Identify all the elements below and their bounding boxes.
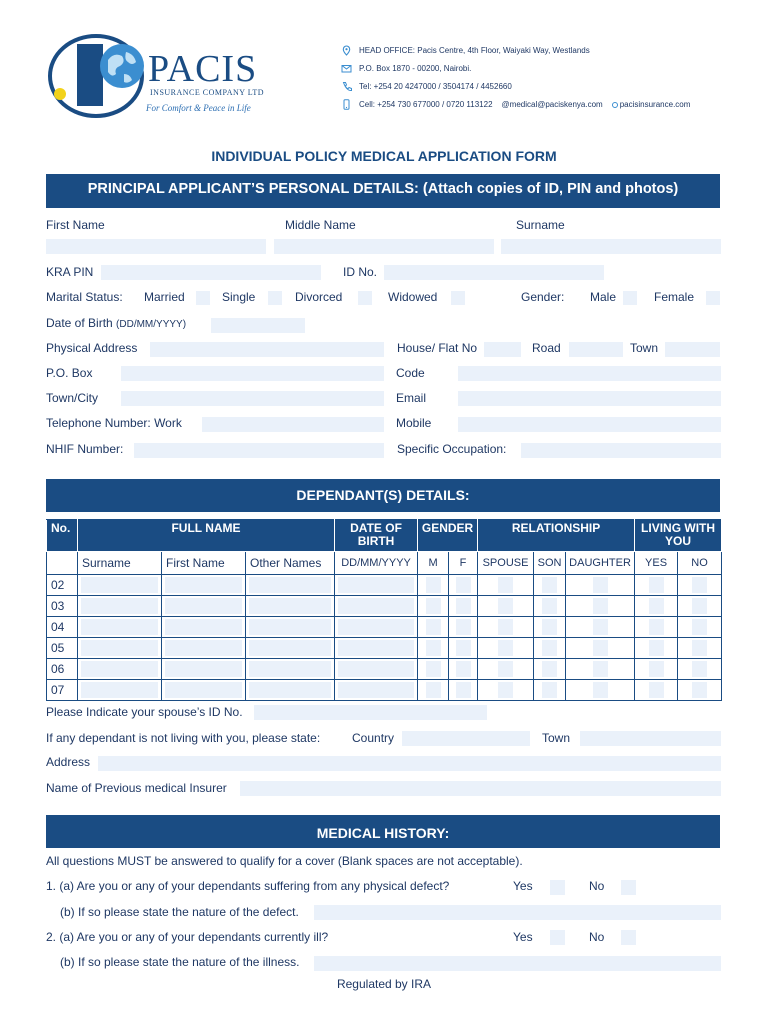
first-name-input[interactable] — [165, 640, 242, 656]
cell-other-names — [246, 617, 335, 638]
surname-input[interactable] — [81, 598, 158, 614]
living-no-checkbox[interactable] — [692, 619, 707, 635]
cell-first-name — [162, 617, 246, 638]
gender-m-checkbox[interactable] — [426, 598, 441, 614]
code-label: Code — [396, 366, 425, 380]
son-checkbox[interactable] — [542, 577, 557, 593]
gender-m-checkbox[interactable] — [426, 577, 441, 593]
dob-label-text: Date of Birth — [46, 316, 113, 330]
spouse-id-label: Please Indicate your spouse’s ID No. — [46, 705, 243, 719]
nhif-label: NHIF Number: — [46, 442, 124, 456]
cell-son — [534, 617, 566, 638]
cell-spouse — [478, 680, 534, 701]
cell-dob — [335, 617, 418, 638]
physical-address-label: Physical Address — [46, 341, 138, 355]
telephone-work-field[interactable] — [202, 417, 384, 432]
dependants-section-header: DEPENDANT(S) DETAILS: — [46, 479, 720, 512]
daughter-checkbox[interactable] — [593, 619, 608, 635]
dob-field[interactable] — [211, 318, 305, 333]
cell-other-names — [246, 596, 335, 617]
cell-daughter — [566, 680, 635, 701]
cell-gender-m — [418, 617, 449, 638]
globe-icon — [612, 102, 618, 108]
cell-daughter — [566, 617, 635, 638]
head-office-text: HEAD OFFICE: Pacis Centre, 4th Floor, Waiyaki Way, Westlands — [359, 46, 590, 55]
cell-son — [534, 659, 566, 680]
spouse-checkbox[interactable] — [498, 619, 513, 635]
table-row — [47, 680, 722, 701]
cell-dob — [335, 659, 418, 680]
phone-icon — [341, 81, 352, 92]
female-checkbox[interactable] — [706, 291, 720, 305]
first-name-input[interactable] — [165, 661, 242, 677]
col-dob-header: DATE OF BIRTH — [335, 520, 418, 552]
po-box-field[interactable] — [121, 366, 384, 381]
cell-living-no — [678, 617, 722, 638]
cell-surname — [78, 659, 162, 680]
road-field[interactable] — [569, 342, 623, 357]
question-2a: 2. (a) Are you or any of your dependants currently ill? — [46, 930, 329, 944]
first-name-label: First Name — [46, 218, 105, 232]
living-no-checkbox[interactable] — [692, 640, 707, 656]
no-subheader — [47, 552, 78, 575]
col-full-name-header: FULL NAME — [78, 520, 335, 552]
cell-dob — [335, 680, 418, 701]
cell-daughter — [566, 575, 635, 596]
first-name-input[interactable] — [165, 619, 242, 635]
row-number: 06 — [47, 659, 78, 680]
question-1a: 1. (a) Are you or any of your dependants suffering from any physical defect? — [46, 879, 450, 893]
brand-tagline: For Comfort & Peace in Life — [146, 103, 251, 113]
gender-f-checkbox[interactable] — [456, 619, 471, 635]
cell-living-no — [678, 596, 722, 617]
mail-icon — [341, 63, 352, 74]
cell-son — [534, 575, 566, 596]
road-label: Road — [532, 341, 561, 355]
marital-status-label: Marital Status: — [46, 290, 123, 304]
gender-m-checkbox[interactable] — [426, 619, 441, 635]
medical-history-header: MEDICAL HISTORY: — [46, 815, 720, 848]
cell-gender-m — [418, 596, 449, 617]
mobile-field[interactable] — [458, 417, 721, 432]
living-no-checkbox[interactable] — [692, 661, 707, 677]
cell-gender-f — [449, 575, 478, 596]
daughter-checkbox[interactable] — [593, 661, 608, 677]
country-label: Country — [352, 731, 395, 745]
other-names-subheader: Other Names — [246, 552, 335, 575]
q1-yes-checkbox[interactable] — [550, 880, 565, 895]
cell-living-yes — [635, 659, 678, 680]
female-subheader: F — [449, 552, 478, 575]
cell-dob — [335, 638, 418, 659]
spouse-id-field[interactable] — [254, 705, 487, 720]
divorced-label: Divorced — [295, 290, 343, 304]
dob-label — [46, 316, 186, 330]
surname-input[interactable] — [81, 577, 158, 593]
widowed-checkbox[interactable] — [451, 291, 465, 305]
cell-gender-f — [449, 596, 478, 617]
surname-field[interactable] — [501, 239, 721, 254]
cell-surname — [78, 638, 162, 659]
col-relationship-header: RELATIONSHIP — [478, 520, 635, 552]
cell-gender-f — [449, 617, 478, 638]
previous-insurer-field[interactable] — [240, 781, 721, 796]
kra-pin-field[interactable] — [101, 265, 321, 280]
cell-son — [534, 596, 566, 617]
other-names-input[interactable] — [249, 640, 331, 656]
living-no-checkbox[interactable] — [692, 577, 707, 593]
married-checkbox[interactable] — [196, 291, 210, 305]
brand-subtitle: INSURANCE COMPANY LTD — [150, 88, 265, 97]
daughter-checkbox[interactable] — [593, 640, 608, 656]
son-checkbox[interactable] — [542, 661, 557, 677]
living-yes-checkbox[interactable] — [649, 598, 664, 614]
other-names-input[interactable] — [249, 661, 331, 677]
email-label: Email — [396, 391, 427, 405]
mobile-label: Mobile — [396, 416, 432, 430]
cell-living-yes — [635, 596, 678, 617]
cell-living-yes — [635, 638, 678, 659]
dob-input[interactable] — [338, 661, 414, 677]
cell-gender-m — [418, 680, 449, 701]
not-living-town-field[interactable] — [580, 731, 721, 746]
id-no-field[interactable] — [384, 265, 604, 280]
kra-pin-label: KRA PIN — [46, 265, 94, 279]
form-title: INDIVIDUAL POLICY MEDICAL APPLICATION FORM — [211, 148, 557, 164]
gender-m-checkbox[interactable] — [426, 640, 441, 656]
cell-spouse — [478, 596, 534, 617]
email-link[interactable]: @medical@paciskenya.com — [501, 100, 603, 109]
table-row — [47, 659, 722, 680]
row-number: 05 — [47, 638, 78, 659]
cell-spouse — [478, 617, 534, 638]
spouse-checkbox[interactable] — [498, 598, 513, 614]
daughter-checkbox[interactable] — [593, 577, 608, 593]
living-yes-checkbox[interactable] — [649, 577, 664, 593]
spouse-checkbox[interactable] — [498, 682, 513, 698]
spouse-checkbox[interactable] — [498, 577, 513, 593]
table-row — [47, 575, 722, 596]
first-name-subheader: First Name — [162, 552, 246, 575]
dob-input[interactable] — [338, 682, 414, 698]
telephone-text: Tel: +254 20 4247000 / 3504174 / 4452660 — [359, 82, 512, 91]
cell-living-no — [678, 575, 722, 596]
surname-input[interactable] — [81, 661, 158, 677]
house-flat-label: House/ Flat No — [397, 341, 478, 355]
male-label: Male — [590, 290, 617, 304]
spouse-checkbox[interactable] — [498, 640, 513, 656]
son-checkbox[interactable] — [542, 640, 557, 656]
middle-name-field[interactable] — [274, 239, 494, 254]
cell-surname — [78, 596, 162, 617]
town-label: Town — [630, 341, 659, 355]
cell-living-no — [678, 638, 722, 659]
q2-no-label: No — [589, 930, 605, 944]
spouse-checkbox[interactable] — [498, 661, 513, 677]
q2-yes-label: Yes — [513, 930, 533, 944]
q2-yes-checkbox[interactable] — [550, 930, 565, 945]
q1-yes-label: Yes — [513, 879, 533, 893]
col-living-header: LIVING WITH YOU — [635, 520, 722, 552]
cell-living-no — [678, 680, 722, 701]
widowed-label: Widowed — [388, 290, 438, 304]
cell-daughter — [566, 638, 635, 659]
cell-daughter — [566, 659, 635, 680]
cell-surname — [78, 680, 162, 701]
id-no-label: ID No. — [343, 265, 378, 279]
table-row — [47, 596, 722, 617]
col-gender-header: GENDER — [418, 520, 478, 552]
row-number: 07 — [47, 680, 78, 701]
q1-no-label: No — [589, 879, 605, 893]
website-link[interactable] — [612, 100, 691, 109]
daughter-checkbox[interactable] — [593, 682, 608, 698]
previous-insurer-label: Name of Previous medical Insurer — [46, 781, 227, 795]
cell-gender-m — [418, 575, 449, 596]
contact-cell — [341, 99, 690, 110]
email-field[interactable] — [458, 391, 721, 406]
location-pin-icon — [341, 45, 352, 56]
female-label: Female — [654, 290, 695, 304]
q1-no-checkbox[interactable] — [621, 880, 636, 895]
middle-name-label: Middle Name — [285, 218, 356, 232]
living-no-checkbox[interactable] — [692, 682, 707, 698]
not-living-label: If any dependant is not living with you, please state: — [46, 731, 321, 745]
first-name-input[interactable] — [165, 598, 242, 614]
occupation-field[interactable] — [521, 443, 721, 458]
not-living-town-label: Town — [542, 731, 571, 745]
dob-input[interactable] — [338, 619, 414, 635]
cell-gender-m — [418, 659, 449, 680]
row-number: 04 — [47, 617, 78, 638]
first-name-input[interactable] — [165, 577, 242, 593]
male-subheader: M — [418, 552, 449, 575]
cell-first-name — [162, 659, 246, 680]
po-box-text: P.O. Box 1870 - 00200, Nairobi. — [359, 64, 472, 73]
contact-head-office — [341, 45, 590, 56]
cell-gender-m — [418, 638, 449, 659]
town-city-label: Town/City — [46, 391, 99, 405]
son-checkbox[interactable] — [542, 619, 557, 635]
cell-living-yes — [635, 617, 678, 638]
other-names-input[interactable] — [249, 577, 331, 593]
row-number: 03 — [47, 596, 78, 617]
daughter-checkbox[interactable] — [593, 598, 608, 614]
town-city-field[interactable] — [121, 391, 384, 406]
daughter-subheader: DAUGHTER — [566, 552, 635, 575]
dependants-table — [46, 519, 722, 701]
living-no-checkbox[interactable] — [692, 598, 707, 614]
cell-living-yes — [635, 680, 678, 701]
cell-daughter — [566, 596, 635, 617]
surname-label: Surname — [516, 218, 565, 232]
nhif-field[interactable] — [134, 443, 384, 458]
living-yes-checkbox[interactable] — [649, 661, 664, 677]
telephone-work-label: Telephone Number: Work — [46, 416, 182, 430]
living-yes-checkbox[interactable] — [649, 682, 664, 698]
cell-other-names — [246, 638, 335, 659]
cell-gender-f — [449, 680, 478, 701]
cell-surname — [78, 617, 162, 638]
son-checkbox[interactable] — [542, 682, 557, 698]
cell-other-names — [246, 575, 335, 596]
q2-no-checkbox[interactable] — [621, 930, 636, 945]
other-names-input[interactable] — [249, 682, 331, 698]
cell-surname — [78, 575, 162, 596]
living-no-subheader: NO — [678, 552, 722, 575]
married-label: Married — [144, 290, 185, 304]
other-names-input[interactable] — [249, 619, 331, 635]
address-label: Address — [46, 755, 91, 769]
surname-input[interactable] — [81, 640, 158, 656]
surname-subheader: Surname — [78, 552, 162, 575]
q1-defect-field[interactable] — [314, 905, 721, 920]
cell-gender-f — [449, 659, 478, 680]
dob-format: (DD/MM/YYYY) — [116, 319, 187, 330]
row-number: 02 — [47, 575, 78, 596]
surname-input[interactable] — [81, 682, 158, 698]
single-checkbox[interactable] — [268, 291, 282, 305]
spouse-subheader: SPOUSE — [478, 552, 534, 575]
gender-label: Gender: — [521, 290, 565, 304]
divorced-checkbox[interactable] — [358, 291, 372, 305]
question-1b: (b) If so please state the nature of the defect. — [60, 905, 299, 919]
cell-first-name — [162, 638, 246, 659]
dob-input[interactable] — [338, 640, 414, 656]
contact-telephone — [341, 81, 512, 92]
cell-son — [534, 638, 566, 659]
gender-f-checkbox[interactable] — [456, 598, 471, 614]
col-no-header: No. — [47, 520, 78, 552]
question-2b: (b) If so please state the nature of the illness. — [60, 955, 300, 969]
dob-format-subheader: DD/MM/YYYY — [335, 552, 418, 575]
single-label: Single — [222, 290, 256, 304]
physical-address-field[interactable] — [150, 342, 384, 357]
gender-m-checkbox[interactable] — [426, 682, 441, 698]
cell-son — [534, 680, 566, 701]
other-names-input[interactable] — [249, 598, 331, 614]
gender-f-checkbox[interactable] — [456, 640, 471, 656]
address-field[interactable] — [98, 756, 721, 771]
medical-note: All questions MUST be answered to qualify for a cover (Blank spaces are not acceptable). — [46, 854, 523, 868]
gender-m-checkbox[interactable] — [426, 661, 441, 677]
cell-first-name — [162, 680, 246, 701]
footer-regulated: Regulated by IRA — [336, 977, 432, 991]
gender-f-checkbox[interactable] — [456, 682, 471, 698]
cell-spouse — [478, 575, 534, 596]
contact-po-box — [341, 63, 471, 74]
cell-first-name — [162, 575, 246, 596]
living-yes-checkbox[interactable] — [649, 640, 664, 656]
dob-input[interactable] — [338, 598, 414, 614]
cell-living-yes — [635, 575, 678, 596]
living-yes-subheader: YES — [635, 552, 678, 575]
cell-other-names — [246, 680, 335, 701]
cell-spouse — [478, 659, 534, 680]
code-field[interactable] — [458, 366, 721, 381]
dob-input[interactable] — [338, 577, 414, 593]
country-field[interactable] — [402, 731, 530, 746]
surname-input[interactable] — [81, 619, 158, 635]
principal-section-header: PRINCIPAL APPLICANT’S PERSONAL DETAILS: (Attach copies of ID, PIN and photos) — [46, 174, 720, 208]
cell-first-name — [162, 596, 246, 617]
living-yes-checkbox[interactable] — [649, 619, 664, 635]
first-name-input[interactable] — [165, 682, 242, 698]
cell-other-names — [246, 659, 335, 680]
male-checkbox[interactable] — [623, 291, 637, 305]
po-box-label: P.O. Box — [46, 366, 93, 380]
occupation-label: Specific Occupation: — [397, 442, 507, 456]
house-flat-field[interactable] — [484, 342, 521, 357]
cell-dob — [335, 575, 418, 596]
brand-name: PACIS — [148, 48, 258, 90]
website-text: pacisinsurance.com — [619, 100, 691, 109]
cell-dob — [335, 596, 418, 617]
mobile-phone-icon — [341, 99, 352, 110]
gender-f-checkbox[interactable] — [456, 577, 471, 593]
table-row — [47, 638, 722, 659]
son-checkbox[interactable] — [542, 598, 557, 614]
table-row — [47, 617, 722, 638]
cell-spouse — [478, 638, 534, 659]
son-subheader: SON — [534, 552, 566, 575]
q2-illness-field[interactable] — [314, 956, 721, 971]
gender-f-checkbox[interactable] — [456, 661, 471, 677]
cell-living-no — [678, 659, 722, 680]
first-name-field[interactable] — [46, 239, 266, 254]
cell-gender-f — [449, 638, 478, 659]
cell-text: Cell: +254 730 677000 / 0720 113122 — [359, 100, 493, 109]
town-field[interactable] — [665, 342, 720, 357]
